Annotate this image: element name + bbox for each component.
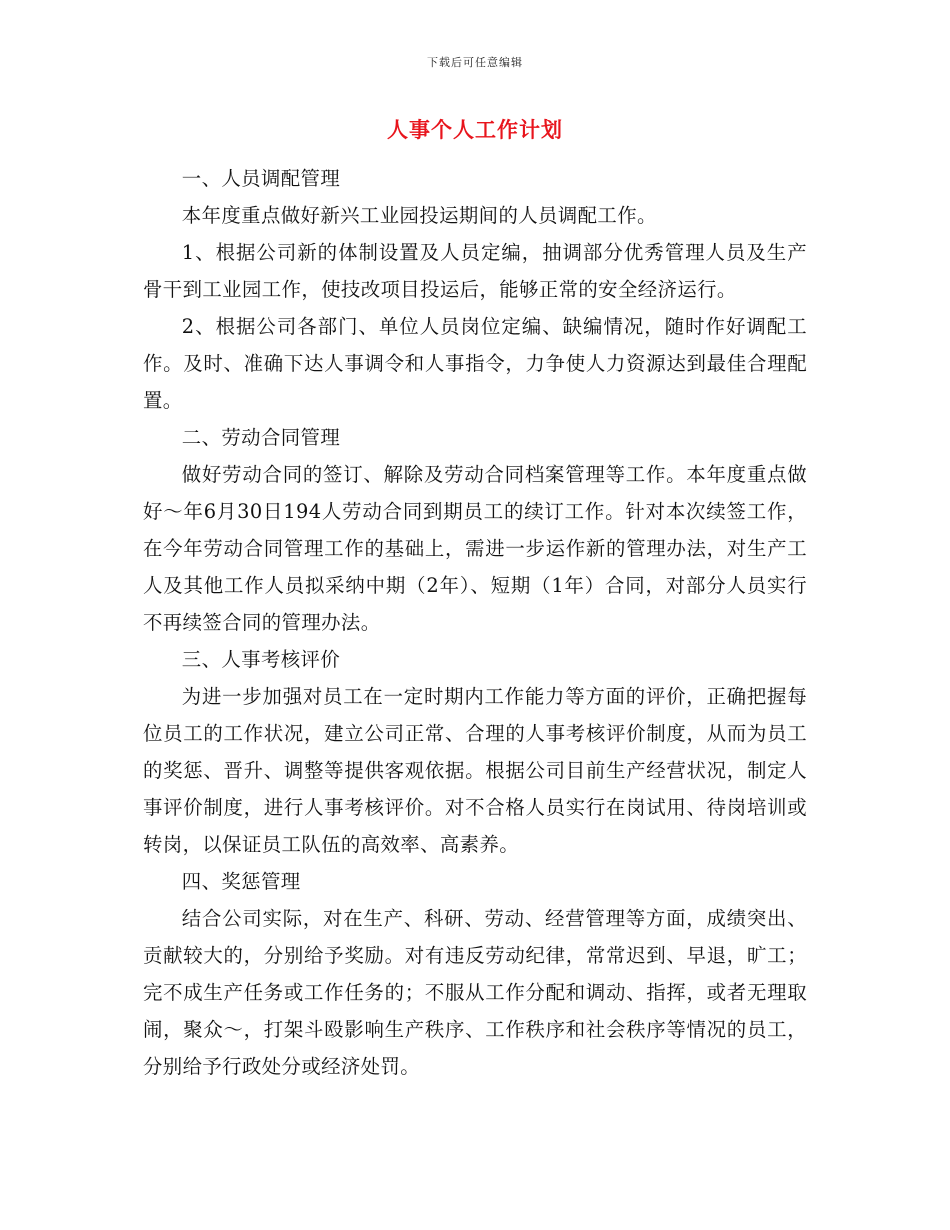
document-body xyxy=(143,160,807,1085)
paragraph: 2、根据公司各部门、单位人员岗位定编、缺编情况，随时作好调配工作。及时、准确下达人事调令和人事指令，力争使人力资源达到最佳合理配置。 xyxy=(143,315,807,412)
section-heading-evaluation: 三、人事考核评价 xyxy=(181,648,341,671)
paragraph: 1、根据公司新的体制设置及人员定编，抽调部分优秀管理人员及生产骨干到工业园工作，使技改项目投运后，能够正常的安全经济运行。 xyxy=(143,241,807,301)
paragraph: 为进一步加强对员工在一定时期内工作能力等方面的评价，正确把握每位员工的工作状况，建立公司正常、合理的人事考核评价制度，从而为员工的奖惩、晋升、调整等提供客观依据。根据公司目前生产经营状况，制定人事评价制度，进行人事考核评价。对不合格人员实行在岗试用、待岗培训或转岗，以保证员工队伍的高效率、高素养。 xyxy=(143,685,807,856)
section-heading-rewards: 四、奖惩管理 xyxy=(181,870,301,893)
header-note: 下载后可任意编辑 xyxy=(427,56,523,69)
paragraph: 本年度重点做好新兴工业园投运期间的人员调配工作。 xyxy=(181,204,657,227)
section-heading-staffing: 一、人员调配管理 xyxy=(181,167,341,190)
paragraph: 结合公司实际，对在生产、科研、劳动、经营管理等方面，成绩突出、贡献较大的，分别给予奖励。对有违反劳动纪律，常常迟到、早退，旷工；完不成生产任务或工作任务的；不服从工作分配和调动、指挥，或者无理取闹，聚众～，打架斗殴影响生产秩序、工作秩序和社会秩序等情况的员工，分别给予行政处分或经济处罚。 xyxy=(143,907,807,1078)
document-title: 人事个人工作计划 xyxy=(387,117,563,142)
section-heading-labor-contract: 二、劳动合同管理 xyxy=(181,426,341,449)
paragraph: 做好劳动合同的签订、解除及劳动合同档案管理等工作。本年度重点做好～年6月30日194人劳动合同到期员工的续订工作。针对本次续签工作，在今年劳动合同管理工作的基础上，需进一步运作新的管理办法，对生产工人及其他工作人员拟采纳中期（2年）、短期（1年）合同，对部分人员实行不再续签合同的管理办法。 xyxy=(143,463,807,634)
